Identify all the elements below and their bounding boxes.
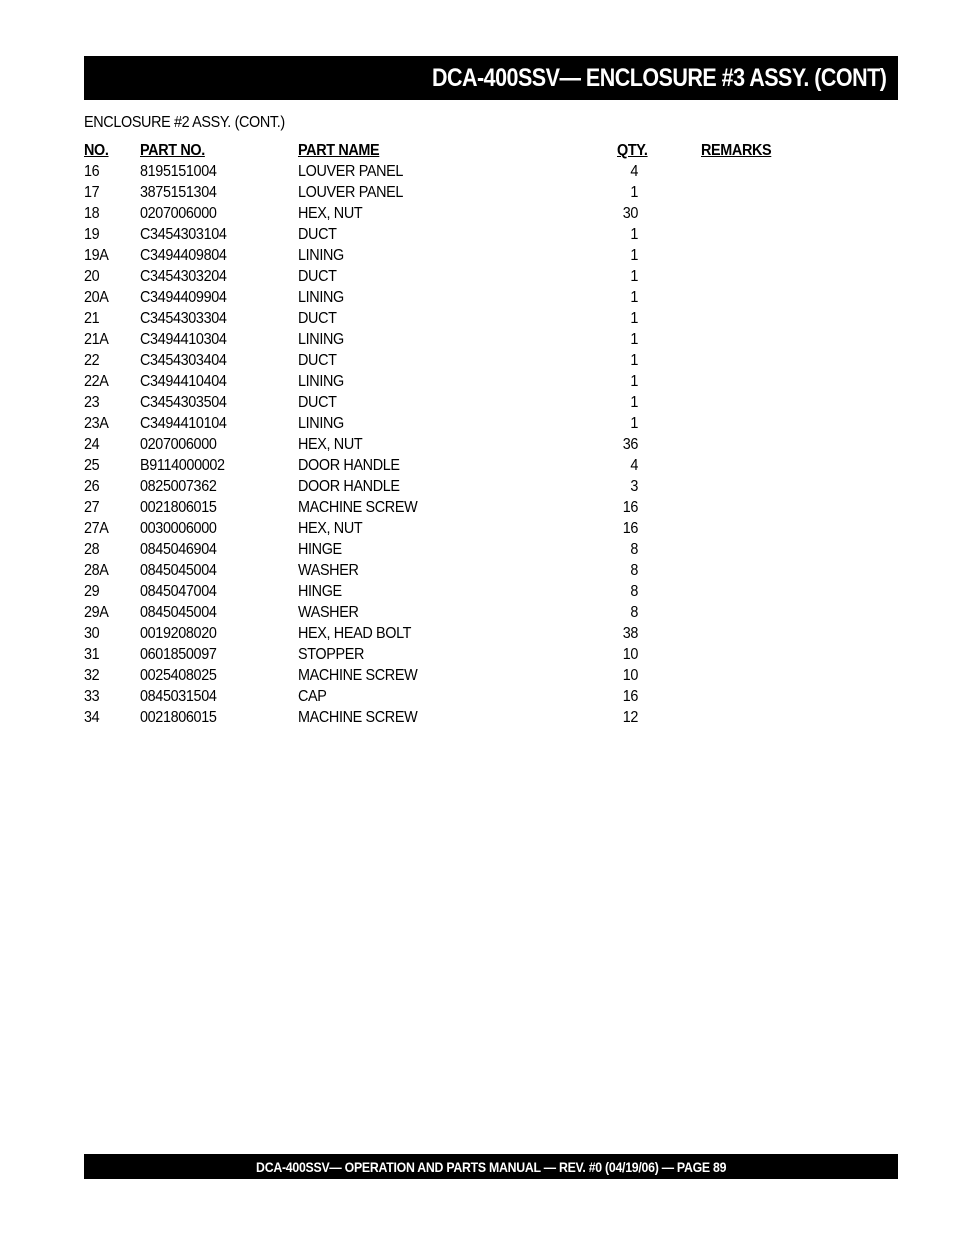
cell-no: 32 xyxy=(84,667,100,684)
cell-no: 29A xyxy=(84,604,109,621)
cell-qty: 8 xyxy=(630,604,638,621)
cell-part-name: DUCT xyxy=(298,352,337,369)
cell-qty: 1 xyxy=(630,226,638,243)
table-row xyxy=(84,476,898,497)
cell-part-name: LINING xyxy=(298,415,344,432)
cell-qty: 1 xyxy=(630,184,638,201)
cell-part-no: C3494410404 xyxy=(140,373,227,390)
cell-qty: 30 xyxy=(622,205,638,222)
cell-no: 34 xyxy=(84,709,100,726)
cell-qty: 36 xyxy=(622,436,638,453)
table-row xyxy=(84,203,898,224)
cell-part-name: DUCT xyxy=(298,226,337,243)
cell-part-name: DUCT xyxy=(298,310,337,327)
cell-part-no: 0021806015 xyxy=(140,499,217,516)
cell-qty: 4 xyxy=(630,163,638,180)
cell-qty: 16 xyxy=(622,520,638,537)
table-row xyxy=(84,308,898,329)
cell-no: 19 xyxy=(84,226,100,243)
cell-part-name: LINING xyxy=(298,289,344,306)
column-header-part-name: PART NAME xyxy=(298,142,380,159)
cell-no: 26 xyxy=(84,478,100,495)
cell-qty: 16 xyxy=(622,688,638,705)
cell-part-no: 0601850097 xyxy=(140,646,217,663)
cell-part-name: HEX, HEAD BOLT xyxy=(298,625,412,642)
footer-text: DCA-400SSV— OPERATION AND PARTS MANUAL — REV. #0 (04/19/06) — PAGE 89 xyxy=(255,1158,727,1175)
cell-no: 18 xyxy=(84,205,100,222)
cell-part-name: DOOR HANDLE xyxy=(298,478,400,495)
cell-qty: 10 xyxy=(622,646,638,663)
table-row xyxy=(84,665,898,686)
footer-bar xyxy=(84,1154,898,1179)
cell-part-no: 0845046904 xyxy=(140,541,217,558)
cell-part-no: C3494410304 xyxy=(140,331,227,348)
table-row xyxy=(84,497,898,518)
column-header-remarks: REMARKS xyxy=(701,142,772,159)
cell-part-no: 0030006000 xyxy=(140,520,217,537)
table-row xyxy=(84,350,898,371)
cell-qty: 1 xyxy=(630,352,638,369)
table-row xyxy=(84,329,898,350)
cell-qty: 1 xyxy=(630,373,638,390)
page-title: DCA-400SSV— ENCLOSURE #3 ASSY. (CONT) xyxy=(431,63,886,92)
cell-no: 25 xyxy=(84,457,100,474)
cell-no: 27A xyxy=(84,520,109,537)
table-row xyxy=(84,182,898,203)
cell-part-no: 0207006000 xyxy=(140,436,217,453)
cell-part-no: C3454303504 xyxy=(140,394,227,411)
cell-no: 17 xyxy=(84,184,100,201)
cell-part-no: 0845045004 xyxy=(140,604,217,621)
section-label: ENCLOSURE #2 ASSY. (CONT.) xyxy=(84,114,285,131)
cell-no: 33 xyxy=(84,688,100,705)
cell-part-no: C3494409804 xyxy=(140,247,227,264)
cell-qty: 8 xyxy=(630,541,638,558)
cell-part-name: DOOR HANDLE xyxy=(298,457,400,474)
table-row xyxy=(84,266,898,287)
cell-no: 29 xyxy=(84,583,100,600)
table-row xyxy=(84,560,898,581)
cell-part-name: LINING xyxy=(298,331,344,348)
cell-part-name: HINGE xyxy=(298,541,342,558)
table-row xyxy=(84,245,898,266)
cell-part-no: 0845045004 xyxy=(140,562,217,579)
cell-no: 16 xyxy=(84,163,100,180)
table-row xyxy=(84,623,898,644)
cell-no: 21A xyxy=(84,331,109,348)
cell-part-no: B9114000002 xyxy=(140,457,225,474)
cell-no: 23A xyxy=(84,415,109,432)
cell-part-name: STOPPER xyxy=(298,646,365,663)
cell-no: 22 xyxy=(84,352,100,369)
cell-part-name: LOUVER PANEL xyxy=(298,163,404,180)
table-row xyxy=(84,707,898,728)
cell-qty: 10 xyxy=(622,667,638,684)
table-body xyxy=(84,161,898,728)
cell-part-no: C3454303404 xyxy=(140,352,227,369)
cell-part-name: LINING xyxy=(298,247,344,264)
cell-part-name: WASHER xyxy=(298,604,359,621)
cell-qty: 38 xyxy=(622,625,638,642)
cell-qty: 8 xyxy=(630,583,638,600)
cell-qty: 12 xyxy=(622,709,638,726)
table-row xyxy=(84,602,898,623)
table-row xyxy=(84,371,898,392)
cell-no: 27 xyxy=(84,499,100,516)
table-row xyxy=(84,539,898,560)
cell-part-name: MACHINE SCREW xyxy=(298,499,418,516)
table-row xyxy=(84,686,898,707)
cell-part-name: LINING xyxy=(298,373,344,390)
cell-no: 31 xyxy=(84,646,100,663)
table-row xyxy=(84,644,898,665)
cell-qty: 1 xyxy=(630,247,638,264)
table-row xyxy=(84,287,898,308)
table-row xyxy=(84,224,898,245)
cell-no: 23 xyxy=(84,394,100,411)
cell-no: 20 xyxy=(84,268,100,285)
cell-part-no: 0845047004 xyxy=(140,583,217,600)
cell-no: 20A xyxy=(84,289,109,306)
cell-part-no: C3454303104 xyxy=(140,226,227,243)
cell-no: 19A xyxy=(84,247,109,264)
table-row xyxy=(84,581,898,602)
cell-part-name: DUCT xyxy=(298,268,337,285)
cell-part-no: C3454303204 xyxy=(140,268,227,285)
cell-part-name: HEX, NUT xyxy=(298,436,363,453)
cell-part-no: C3454303304 xyxy=(140,310,227,327)
cell-qty: 1 xyxy=(630,394,638,411)
cell-no: 30 xyxy=(84,625,100,642)
table-row xyxy=(84,518,898,539)
column-header-part-no: PART NO. xyxy=(140,142,205,159)
cell-part-name: MACHINE SCREW xyxy=(298,667,418,684)
cell-qty: 4 xyxy=(630,457,638,474)
cell-part-no: 0025408025 xyxy=(140,667,217,684)
cell-part-no: 0019208020 xyxy=(140,625,217,642)
cell-part-no: 3875151304 xyxy=(140,184,217,201)
cell-part-name: DUCT xyxy=(298,394,337,411)
table-row xyxy=(84,434,898,455)
cell-qty: 1 xyxy=(630,415,638,432)
cell-part-no: 0021806015 xyxy=(140,709,217,726)
cell-part-name: LOUVER PANEL xyxy=(298,184,404,201)
cell-no: 22A xyxy=(84,373,109,390)
cell-part-no: C3494410104 xyxy=(140,415,227,432)
cell-qty: 1 xyxy=(630,268,638,285)
parts-table xyxy=(84,140,898,728)
cell-qty: 3 xyxy=(630,478,638,495)
cell-part-no: 8195151004 xyxy=(140,163,217,180)
table-row xyxy=(84,392,898,413)
page-title-bar xyxy=(84,56,898,100)
cell-part-name: CAP xyxy=(298,688,327,705)
cell-qty: 8 xyxy=(630,562,638,579)
cell-part-no: 0825007362 xyxy=(140,478,217,495)
column-header-no: NO. xyxy=(84,142,109,159)
cell-no: 21 xyxy=(84,310,100,327)
cell-part-name: HEX, NUT xyxy=(298,205,363,222)
cell-part-name: HEX, NUT xyxy=(298,520,363,537)
cell-part-no: 0845031504 xyxy=(140,688,217,705)
column-header-qty: QTY. xyxy=(617,142,648,159)
cell-part-no: C3494409904 xyxy=(140,289,227,306)
cell-qty: 1 xyxy=(630,310,638,327)
table-row xyxy=(84,161,898,182)
cell-qty: 1 xyxy=(630,289,638,306)
table-row xyxy=(84,413,898,434)
cell-qty: 1 xyxy=(630,331,638,348)
cell-part-name: HINGE xyxy=(298,583,342,600)
cell-part-no: 0207006000 xyxy=(140,205,217,222)
table-row xyxy=(84,455,898,476)
cell-part-name: MACHINE SCREW xyxy=(298,709,418,726)
cell-no: 28 xyxy=(84,541,100,558)
cell-part-name: WASHER xyxy=(298,562,359,579)
cell-qty: 16 xyxy=(622,499,638,516)
cell-no: 24 xyxy=(84,436,100,453)
table-header-row xyxy=(84,140,898,161)
cell-no: 28A xyxy=(84,562,109,579)
